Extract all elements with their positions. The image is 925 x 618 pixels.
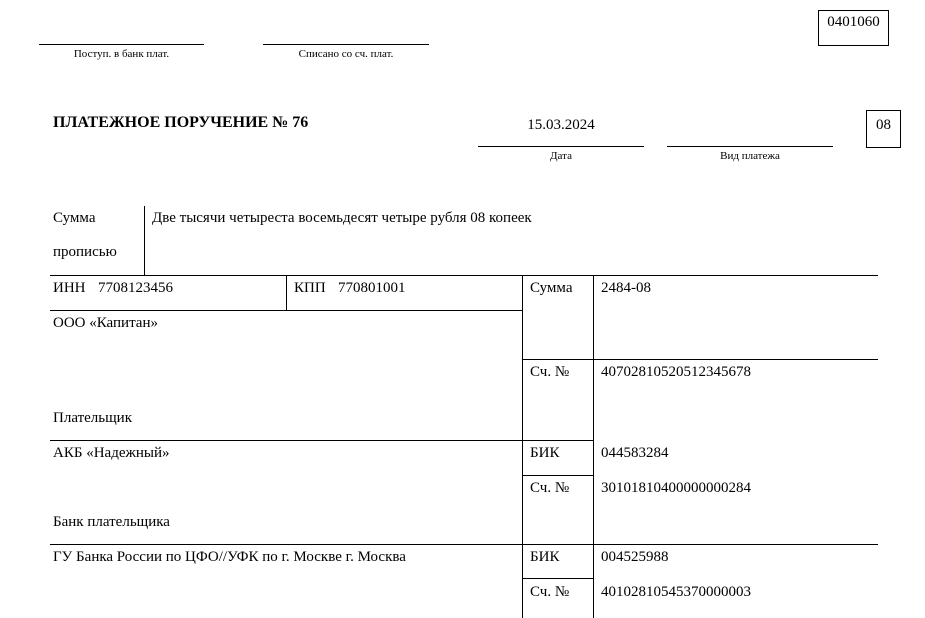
sum-value: 2484-08 [601,280,651,296]
date-label: Дата [550,150,572,162]
payee-bank-account-label: Сч. № [530,584,570,600]
amount-words-label-2: прописью [53,244,117,260]
payer-account-value: 40702810520512345678 [601,364,751,380]
payer-bank-role-label: Банк плательщика [53,514,170,530]
payment-type-code: 08 [876,117,891,133]
payer-bank-account-label: Сч. № [530,480,570,496]
grid-line-payee-bank [50,544,878,545]
payer-name: ООО «Капитан» [53,315,158,331]
payee-bank-account-value: 40102810545370000003 [601,584,751,600]
grid-line-inn-row [50,310,522,311]
payer-role-label: Плательщик [53,410,132,426]
sum-label: Сумма [530,280,573,296]
payer-bank-bik-value: 044583284 [601,445,669,461]
grid-line-label-col-right [593,275,594,618]
payer-bank-account-value: 30101810400000000284 [601,480,751,496]
debited-label: Списано со сч. плат. [298,48,394,60]
form-code: 0401060 [827,14,880,30]
grid-line-inn-kpp [286,275,287,310]
amount-words-value: Две тысячи четыреста восемьдесят четыре рубля 08 копеек [152,210,532,226]
grid-line-sum-row [522,359,878,360]
grid-line-bik-acc [522,475,593,476]
grid-line-payer-bank [50,440,593,441]
payer-account-label: Сч. № [530,364,570,380]
received-line [39,44,204,45]
date-line [478,146,644,147]
payment-type-label: Вид платежа [720,150,780,162]
kpp-label: КПП [294,280,326,296]
grid-line-label-col-left [522,275,523,618]
payer-bank-name: АКБ «Надежный» [53,445,170,461]
payment-type-line [667,146,833,147]
payee-bank-bik-label: БИК [530,549,560,565]
amount-words-divider [144,206,145,275]
inn-value: 7708123456 [98,280,173,296]
document-title: ПЛАТЕЖНОЕ ПОРУЧЕНИЕ № 76 [53,114,309,131]
received-label: Поступ. в банк плат. [73,48,170,60]
inn-label: ИНН [53,280,86,296]
payee-bank-name: ГУ Банка России по ЦФО//УФК по г. Москве г. Москва [53,549,406,565]
payer-bank-bik-label: БИК [530,445,560,461]
payee-bank-bik-value: 004525988 [601,549,669,565]
date-value: 15.03.2024 [527,117,595,133]
grid-line-top [50,275,878,276]
debited-line [263,44,429,45]
kpp-value: 770801001 [338,280,406,296]
amount-words-label-1: Сумма [53,210,96,226]
grid-line-payee-bik-acc [522,578,593,579]
